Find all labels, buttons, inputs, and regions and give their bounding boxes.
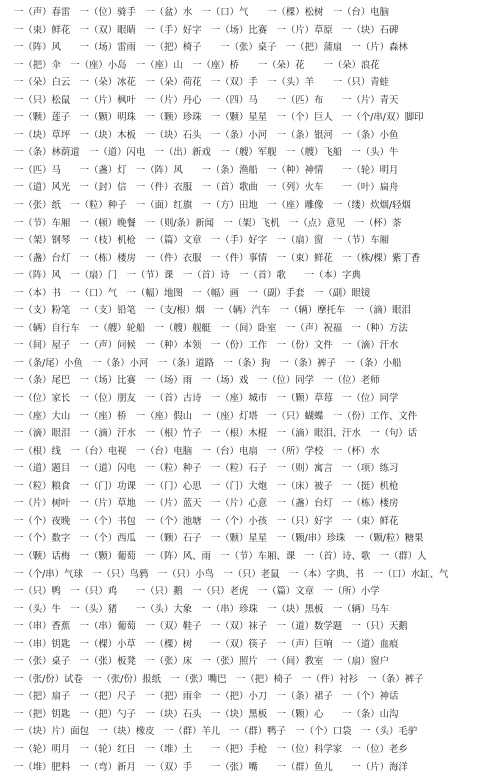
text-line: 一（阵）风 一（场）雷雨 一（把）椅子 一（张）桌子 一（把）蒲扇 一（片）森林 bbox=[14, 42, 408, 54]
text-line: 一（张）桌子 一（张）板凳 一（张）床 一（张）照片 一（间）教室 一（扇）窗户 bbox=[14, 656, 390, 668]
text-line: 一（本）书 一（口）气 一（幅）地图 一（幅）画 一（副）手套 一（副）眼镜 bbox=[14, 287, 371, 299]
text-line: 一（个）数字 一（个）西瓜 一（颗）石子 一（颗）星星 一（颗/串）珍珠 一（颗/粒）糖果 bbox=[14, 533, 424, 545]
text-line: 一（把）钥匙 一（把）勺子 一（块）石头 一（块）黑板 一（颗）心 一（条）山沟 bbox=[14, 708, 399, 720]
text-line: 一（个/串）气球 一（只）鸟鸦 一（只）小鸟 一（只）老鼠 一（本）字典、书 一（口）水缸、气 bbox=[14, 568, 449, 580]
text-line: 一（匹）马 一（盏）灯 一（阵）风 一（条）渔船 一（种）神情 一（轮）明月 bbox=[14, 164, 399, 176]
text-line: 一（支）粉笔 一（支）铅笔 一（支/根）烟 一（辆）汽车 一（辆）摩托车 一（滴）眼泪 bbox=[14, 305, 411, 317]
text-line: 一（条）林荫道 一（道）闪电 一（出）新戏 一（艘）军舰 一（艘）飞船 一（头）牛 bbox=[14, 147, 399, 159]
text-line: 一（盏）台灯 一（栋）楼房 一（件）衣服 一（件）事情 一（束）鲜花 一（株/棵）紫丁香 bbox=[14, 252, 421, 264]
text-line: 一（位）家长 一（位）朋友 一（首）古诗 一（座）城市 一（颗）草莓 一（位）同学 bbox=[14, 393, 399, 405]
text-line: 一（张/份）试卷 一（张/份）报纸 一（张）嘴巴 一（把）椅子 一（件）衬衫 一（条）裤子 bbox=[14, 673, 424, 685]
text-line: 一（间）屋子 一（声）问候 一（种）本领 一（份）工作 一（份）文件 一（滴）汗水 bbox=[14, 340, 399, 352]
text-line: 一（片）树叶 一（片）草地 一（片）蓝天 一（片）心意 一（盏）台灯 一（栋）楼房 bbox=[14, 498, 399, 510]
text-line: 一（条/尾）小鱼 一（条）小河 一（条）道路 一（条）狗 一（条）裤子 一（条）小船 bbox=[14, 357, 402, 369]
text-line: 一（根）线 一（台）电视 一（台）电脑 一（台）电扇 一（所）学校 一（杯）水 bbox=[14, 445, 380, 457]
text-line: 一（道）风光 一（封）信 一（件）衣服 一（首）歌曲 一（列）火车 一（叶）扁舟 bbox=[14, 182, 399, 194]
text-line: 一（个）夜晚 一（个）书包 一（个）池塘 一（个）小孩 一（只）好字 一（束）鲜花 bbox=[14, 515, 399, 527]
text-line: 一（块）草坪 一（块）木板 一（块）石头 一（条）小河 一（条）银河 一（条）小鱼 bbox=[14, 129, 399, 141]
text-line: 一（只）松鼠 一（片）枫叶 一（片）丹心 一（四）马 一（匹）布 一（片）青天 bbox=[14, 94, 399, 106]
text-line: 一（声）春雷 一（位）骑手 一（盆）水 一（口）气 一（棵）松树 一（台）电脑 bbox=[14, 7, 390, 18]
text-line: 一（颗）话梅 一（颗）葡萄 一（阵）风、雨 一（节）车厢、课 一（首）诗、歌 一（群）人 bbox=[14, 550, 427, 562]
text-line: 一（座）大山 一（座）桥 一（座）假山 一（座）灯塔 一（只）蝴蝶 一（份）工作、文件 bbox=[14, 410, 418, 422]
text-line: 一（颗）莲子 一（颗）明珠 一（颗）珍珠 一（颗）星星 一（个）巨人 一（个/串/双）脚印 bbox=[14, 112, 424, 124]
text-line: 一（朵）白云 一（朵）冰花 一（朵）荷花 一（双）手 一（头）羊 一（只）青蛙 bbox=[14, 77, 390, 89]
text-line: 一（张）纸 一（粒）种子 一（面）红旗 一（方）田地 一（座）雕像 一（缕）炊烟/轻烟 bbox=[14, 200, 411, 212]
text-line: 一（条）尾巴 一（场）比赛 一（场）雨 一（场）戏 一（位）同学 一（位）老师 bbox=[14, 375, 380, 387]
text-line: 一（头）牛 一（头）猪 一（头）大象 一（串）珍珠 一（块）黑板 一（辆）马车 bbox=[14, 603, 390, 615]
text-line: 一（块）片）面包 一（块）橡皮 一（群）羊儿 一（群）鸭子 一（个）口袋 一（头）毛驴 bbox=[14, 726, 418, 738]
text-line: 一（辆）自行车 一（艘）轮船 一（艘）舰艇 一（间）卧室 一（声）祝福 一（种）方法 bbox=[14, 322, 408, 334]
text-line: 一（串）钥匙 一（棵）小草 一（棵）树 一（双）筷子 一（声）巨响 一（道）血痕 bbox=[14, 638, 399, 650]
text-line: 一（滴）眼泪 一（滴）汗水 一（根）竹子 一（根）木棍 一（滴）眼泪、汗水 一（句）话 bbox=[14, 428, 418, 440]
text-line: 一（道）题目 一（道）闪电 一（粒）种子 一（粒）石子 一（则）寓言 一（项）练习 bbox=[14, 463, 399, 475]
text-line: 一（串）香蕉 一（串）葡萄 一（双）鞋子 一（双）袜子 一（道）数学题 一（只）天鹅 bbox=[14, 621, 408, 633]
text-line: 一（堆）肥料 一（弯）新月 一（双）手 一（张）嘴 一（群）鱼儿 一（片）海洋 bbox=[14, 761, 408, 773]
text-line: 一（轮）明月 一（轮）红日 一（堆）土 一（把）手枪 一（位）科学家 一（位）老乡 bbox=[14, 743, 408, 755]
text-line: 一（只）鸭 一（只）鸡 一（只）鹅 一（只）老虎 一（篇）文章 一（所）小学 bbox=[14, 586, 380, 598]
text-line: 一（架）钢琴 一（枝）机枪 一（篇）文章 一（手）好字 一（扇）窗 一（节）车厢 bbox=[14, 235, 390, 247]
text-line: 一（阵）风 一（扇）门 一（节）课 一（首）诗 一（首）歌 一（本）字典 bbox=[14, 270, 361, 282]
text-line: 一（束）鲜花 一（双）眼睛 一（手）好字 一（场）比赛 一（片）草原 一（块）石碑 bbox=[14, 24, 399, 36]
text-line: 一（节）车厢 一（顿）晚餐 一（则/条）新闻 一（架）飞机 一（点）意见 一（杯）茶 bbox=[14, 217, 402, 229]
text-line: 一（把）伞 一（座）小岛 一（座）山 一（座）桥 一（朵）花 一（朵）浪花 bbox=[14, 59, 380, 71]
text-line: 一（粒）粮食 一（门）功课 一（门）心思 一（门）大炮 一（床）被子 一（挺）机枪 bbox=[14, 480, 399, 492]
text-line: 一（把）扇子 一（把）尺子 一（把）雨伞 一（把）小刀 一（条）裙子 一（个）神话 bbox=[14, 691, 399, 703]
